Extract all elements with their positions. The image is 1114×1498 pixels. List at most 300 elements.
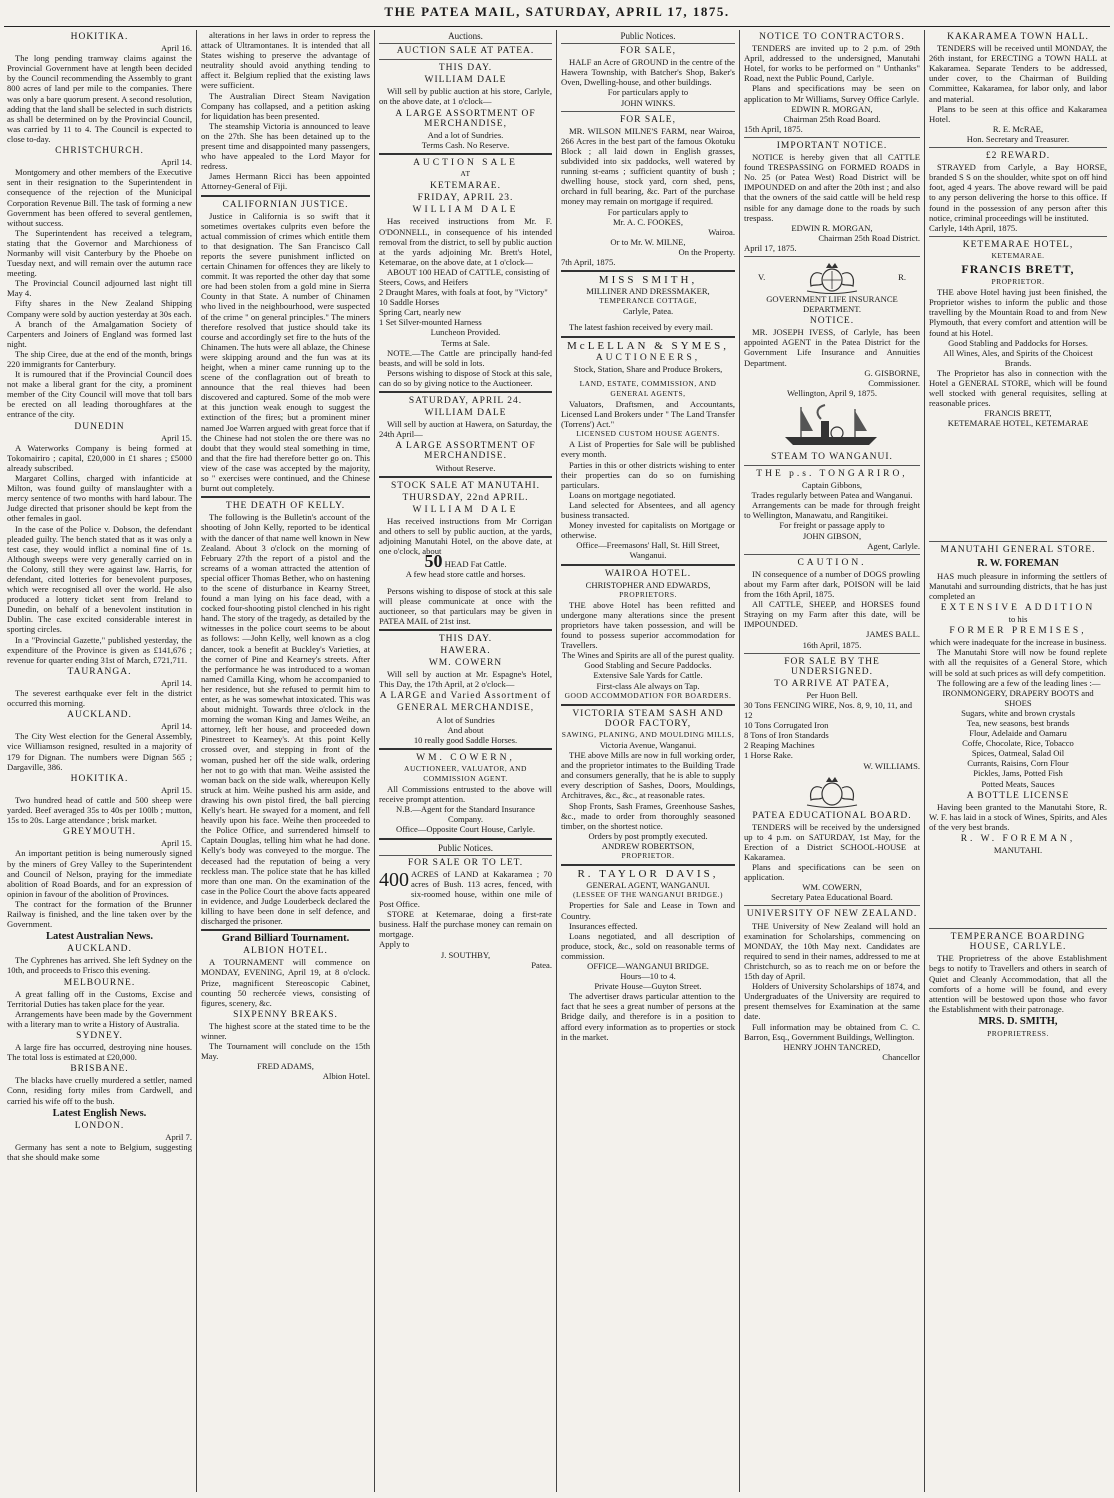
ad-text: Will sell by auction at Mr. Espagne's Hotel, This Day, the 17th April, at 2 o'clock— — [379, 669, 552, 690]
news-paragraph: The Australian Direct Steam Navigation Company has collapsed, and a petition asking for liquidation has been presented. — [201, 90, 370, 121]
news-paragraph: The blacks have cruelly murdered a settler, named Conn, residing forty miles from Cardwell, and carried his wife off to the bush. — [7, 1075, 192, 1106]
ad-text: Good Stabling and Paddocks for Horses. — [948, 337, 1088, 348]
ad-item: Sugars, white and brown crystals — [961, 707, 1075, 718]
ad-signature: Mr. A. C. FOOKES, — [613, 216, 683, 227]
ad-signature: FRANCIS BRETT, — [984, 408, 1052, 419]
divider — [561, 270, 735, 272]
ad-text: THE above Hotel having just been finished, the Proprietor wishes to inform the public and those travelling by the Mountain Road to and from New Plymouth, that every comfort and attention will be found at his Hotel. — [929, 287, 1107, 338]
ad-text: Full information may be obtained from C. C. Barron, Esq., Government Buildings, Wellington. — [744, 1021, 920, 1042]
ad-text: HALF an Acre of GROUND in the centre of the Hawera Township, with Batcher's Shop, Baker's Oven, Dwelling-house, and other buildings. — [561, 57, 735, 88]
news-paragraph: alterations in her laws in order to repress the attack of Ultramontanes. It is intended that all States wishing to preserve the advantage of neutrality should avoid anything tending to affect it. Belgium replied that the existing laws were sufficient. — [201, 30, 370, 91]
ad-item: Spices, Oatmeal, Salad Oil — [971, 748, 1065, 759]
proprietor-name: MRS. D. SMITH, — [978, 1015, 1058, 1027]
divider — [744, 554, 920, 555]
ad-signature: R. E. McRAE, — [992, 123, 1044, 134]
ad-item: Pickles, Jams, Potted Fish — [973, 768, 1063, 779]
ad-item: Flour, Adelaide and Oamaru — [969, 728, 1067, 739]
news-paragraph: Justice in California is so swift that it sometimes overtakes culprits even before the actual commission of crimes which entitle them to that designation. The San Francisco Call reports the severe punishment inflicted on certain Chinamen for offences they are likely to commit. It was reported the other day that some ore had been stolen from a gold mine in Sierra County in that State. A number of Chinamen who lived in the neighbourhood, were suspected of the crime " on general principles." The miners therefore resolved that justice should take its course and accordingly set fire to the huts of the Chinamen. The huts were all ablaze, the Chinese were skipping around and the fun was at its height, when a miner came running up to the scene of the conflagration out of breath to announce that the real thieves had been discovered and captured. Some of the mob were at this junction weak enough to suggest the extinction of the fires; but a prominent miner named Joe Warren argued with great force that if the Chinese had not stolen the ore there was no doubt that they would steal something in time, and that the fire had therefore better go on. This view of the case was accepted by the majority, so " exercises were continued, and the Chinese burnt out completely. — [201, 210, 370, 494]
ad-subheading: TO ARRIVE AT PATEA, — [774, 678, 890, 689]
ad-item: Tea, new seasons, best brands — [966, 717, 1070, 728]
divider — [561, 336, 735, 338]
divider — [379, 838, 552, 840]
ad-heading: MANUTAHI GENERAL STORE. — [940, 545, 1096, 556]
ad-item: And about — [447, 724, 484, 735]
news-paragraph: Fifty shares in the New Zealand Shipping Company were sold by auction yesterday at 30s each. — [7, 298, 192, 319]
ad-text: MR. WILSON MILNE'S FARM, near Wairoa, 266 Acres in the best part of the famous Okotuku Block ; all laid down in English grasses, subdivided into six paddocks, well watered by running st-eams ; sufficient quantity of bush ; dwelling house, stock yard, corn shed, pens, orchard in full bearing, &c. Part of the purchase money may remain on mortgage if required. — [561, 125, 735, 207]
ad-text: Has received instructions from Mr Corrigan and others to sell by public auction, at the yards, adjoining Manutahi Hotel, on the above date, at one o'clock, about — [379, 515, 552, 557]
column-public-notices — [558, 30, 738, 1492]
ad-signature: G. GISBORNE, — [864, 367, 920, 378]
column-divider — [924, 30, 925, 1492]
ad-text: The highest score at the stated time to be the winner. — [201, 1020, 370, 1041]
ad-item: IRONMONGERY, DRAPERY BOOTS and SHOES — [942, 687, 1094, 708]
ad-text: OFFICE—WANGANUI BRIDGE. — [587, 960, 709, 971]
section-label: Auctions. — [379, 31, 552, 44]
ad-text: Hours—10 to 4. — [620, 971, 676, 982]
ad-subheading: FRIDAY, APRIL 23. — [417, 193, 514, 204]
business-name: VICTORIA STEAM SASH AND DOOR FACTORY, — [572, 708, 724, 729]
auctioneer-name: WILLIAM DALE — [424, 75, 507, 86]
ad-date: April 17, 1875. — [744, 242, 797, 253]
ad-terms: Without Reserve. — [435, 462, 496, 473]
ad-signature-place: Chairman 25th Road Board. — [783, 113, 881, 124]
ad-signature-place: Chancellor — [882, 1051, 920, 1062]
ad-subheading: PROPRIETORS. — [619, 589, 677, 599]
ad-date: 15th April, 1875. — [744, 123, 803, 134]
business-name: WAIROA HOTEL. — [604, 568, 692, 579]
ad-text: Insurances effected. — [569, 920, 638, 931]
dateline-heading: HOKITIKA. — [70, 32, 129, 42]
ad-date: 16th April, 1875. — [802, 639, 862, 650]
column-notices — [741, 30, 923, 1492]
ad-text: Carlyle, Patea. — [622, 306, 674, 317]
divider — [744, 256, 920, 257]
ad-item: 8 Tons of Iron Standards — [744, 730, 829, 741]
news-paragraph: The Superintendent has received a telegram, stating that the Governor and Marchioness of Normanby will visit Canterbury by the Phoebe on Tuesday next, and will remain over the autumn race meeting. — [7, 227, 192, 279]
ad-item: GENERAL MERCHANDISE, — [396, 703, 535, 714]
dateline-heading: HOKITIKA. — [70, 773, 129, 784]
agent-name: WM. COWERN, — [416, 752, 515, 763]
ad-text: Loans negotiated, and all description of produce, stock, &c., sold on reasonable terms of commission. — [561, 930, 735, 961]
ad-text: TENDERS will be received until MONDAY, the 26th instant, for ERECTING a TOWN HALL at Kakaramea. Separate Tenders to be addressed, under cover, to the Chairman of Building Committee, Kakaramea, for labor only, and labor and material. — [929, 43, 1107, 104]
royal-coat-of-arms-icon — [797, 260, 867, 294]
ad-signature-place: Agent, Carlyle. — [867, 540, 920, 551]
ad-signature-place: Albion Hotel. — [322, 1071, 370, 1082]
divider — [201, 496, 370, 498]
ad-item: A lot of Sundries — [436, 714, 495, 725]
divider — [201, 929, 370, 931]
ad-text: Shop Fronts, Sash Frames, Greenhouse Sashes, &c., made to order from thoroughly seasoned timber, on the shortest notice. — [561, 800, 735, 831]
dateline-date: April 14. — [160, 157, 192, 168]
ad-text: IN consequence of a number of DOGS prowling about my Farm after dark, POISON will be laid from the 16th April, 1875. — [744, 568, 920, 600]
ad-item: 2 Draught Mares, with foals at foot, by "Victory" — [379, 287, 548, 298]
ad-subheading: MILLINER AND DRESSMAKER, — [586, 286, 710, 297]
ad-heading: FOR SALE, — [620, 46, 676, 57]
ad-heading: KAKARAMEA TOWN HALL. — [947, 32, 1089, 42]
ad-signature: Or to Mr. W. MILNE, — [610, 236, 686, 247]
ad-item: HEAD Fat Cattle. — [444, 559, 507, 570]
ad-text: Plans and specifications can be seen on application. — [744, 862, 920, 883]
ad-item: 2 Reaping Machines — [744, 740, 815, 751]
ad-text: The Manutahi Store will now be found replete with all the requisites of a General Store, which will be sold at such prices as will defy competition. — [929, 647, 1107, 678]
divider — [929, 541, 1107, 542]
news-paragraph: The steamship Victoria is announced to leave on the 27th. She has been detained up to the present time and disappointed many passengers, who have appealed to the Lord Mayor for redress. — [201, 120, 370, 172]
ad-text: The Tournament will conclude on the 15th May. — [201, 1041, 370, 1062]
ad-heading: IMPORTANT NOTICE. — [776, 140, 888, 151]
ad-text: GOOD ACCOMMODATION FOR BOARDERS. — [564, 690, 732, 700]
ad-subheading: ALBION HOTEL. — [243, 946, 328, 957]
divider — [561, 704, 735, 706]
news-paragraph: In a "Provincial Gazette," published yesterday, the expenditure of the Province is given as £141,676 ; revenue for quarter ending 31st of March, £721,711. — [7, 634, 192, 665]
news-paragraph: James Hermann Ricci has been appointed Attorney-General of Fiji. — [201, 171, 370, 192]
ad-text: Luncheon Provided. — [430, 327, 501, 338]
ad-text: N.B.—Agent for the Standard Insurance Company. — [396, 804, 535, 825]
news-paragraph: Two hundred head of cattle and 500 sheep were yarded. Beef averaged 35s to 40s per 100lb ; mutton, 15s to 20s. Large attendance ; brisk market. — [7, 794, 192, 826]
ad-date: Carlyle, 14th April, 1875. — [929, 222, 1018, 233]
ad-text: AT — [460, 169, 471, 179]
news-paragraph: The ship Ciree, due at the end of the month, brings 220 immigrants for Canterbury. — [7, 348, 192, 369]
article-heading: THE DEATH OF KELLY. — [225, 501, 346, 512]
ad-heading: KETEMARAE. — [430, 181, 501, 192]
news-paragraph: The following is the Bulletin's account of the shooting of John Kelly, reported to be identical with the dancer of that name well known in New Zealand. About 3 o'clock on the morning of February 27th the report of a pistol and the screams of a woman attracted the attention of special officer Thomas Bether, who on hastening to the scene of disturbance in Kearny Street, found a man lying on his face dead, with a cocked four-shooting pistol clenched in his right hand. The story of the tragedy, as detailed by the witnesses in the police court seems to be about as follows: —John Kelly, well known as a clog dancer, took a benefit at Buckley's Varieties, at the corner of Pine and Kearney's streets. After the performance he was introduced to a woman named Camilla King, whom he accompanied to her residence, but she refused to permit him to enter, as he was somewhat intoxicated. This was about midnight. Towards three o'clock in the morning the woman King and James Weihe, an attorney, left her house, and proceeded down Pinestreet to Kearney's. At this point Kelly crossed over, and stepping in front of the woman, pushed her off the side walk, ordering her not to go with that man. Weihe assisted the woman back on the side walk, whereupon Kelly struck at him. Weihe pushed his arm aside, and drawing his own pistol fired, the ball piercing Kelly's heart. He swayed for a moment, and fell heavily upon his face. Weihe then proceeded to the Police Office, and surrendered himself to Captain Douglas, telling him what he had done. Kelly's body was conveyed to the morgue. The deceased had the reputation of being a very reckless man. The police state that he has killed more than one man. On the examination of the case in the Police Court the above facts appeared in evidence, and Judge Louderbeck declared the killing to have been done in self defence, and discharged the prisoner. — [201, 512, 370, 927]
dateline-heading: AUCKLAND. — [67, 710, 132, 721]
ad-text: STRAYED from Carlyle, a Bay HORSE, branded S S on the shoulder, white spot on off hind foot, aged 4 years. The above reward will be paid to any person delivering the horse to this office. If found in the possession of any person after this notice, criminal proceedings will be instituted. — [929, 162, 1107, 223]
ad-signature-place: Wairoa. — [708, 226, 735, 237]
news-paragraph: The long pending tramway claims against the Provincial Government have at length been decided by the Council recommending the Assembly to grant 800 acres of land per mile to the companies. There was only a bare quorum present. A second resolution, adding that the land shall be selected in such districts as shall be determined on by the Provincial Council, was carried by 11 to 4. The Council is expected to close to-day. — [7, 53, 192, 144]
ad-text: Parties in this or other districts wishing to enter their properties can do so on furnishing particulars. — [561, 459, 735, 490]
news-paragraph: An important petition is being numerously signed by the miners of Grey Valley to the Superintendent and Council of Nelson, praying for the immediate abolition of Road Boards, and for an expression of opinion in favour of the abolition of Provinces. — [7, 848, 192, 899]
ad-subheading: SIXPENNY BREAKS. — [233, 1009, 338, 1020]
ad-item: 10 Tons Corrugated Iron — [744, 720, 829, 731]
business-name: KETEMARAE HOTEL, — [962, 239, 1074, 250]
ad-text: MR. JOSEPH IVESS, of Carlyle, has been appointed AGENT in the Patea District for the Government Life Insurance and Annuities Department. — [744, 327, 920, 368]
ad-item: 10 Saddle Horses — [379, 297, 440, 308]
ad-subheading: (LESSEE OF THE WANGANUI BRIDGE.) — [572, 890, 724, 900]
ad-text: Captain Gibbons, — [801, 480, 863, 491]
news-paragraph: The Cyphrenes has arrived. She left Sydney on the 10th, and proceeds to Frisco this evening. — [7, 955, 192, 976]
column-auctions — [376, 30, 555, 1492]
ad-heading: STOCK SALE AT MANUTAHI. — [390, 480, 541, 491]
ad-subheading: NOTICE. — [809, 316, 855, 327]
news-paragraph: The contract for the formation of the Brunner Railway is finished, and the line taken over by the Government. — [7, 898, 192, 930]
ad-signature: JAMES BALL. — [866, 629, 920, 640]
ad-text: Victoria Avenue, Wanganui. — [599, 740, 697, 750]
dateline-date: April 14. — [160, 721, 192, 732]
ad-signature: JOHN GIBSON, — [802, 530, 862, 541]
divider — [929, 236, 1107, 237]
divider — [744, 653, 920, 654]
dateline-heading: BRISBANE. — [70, 1064, 129, 1075]
ad-heading: AUCTION SALE — [413, 157, 518, 168]
dateline-heading: CHRISTCHURCH. — [55, 146, 144, 157]
ad-text: Having been granted to the Manutahi Store, R. W. F. has laid in a stock of Wines, Spirits, and Ales of the very best brands. — [929, 801, 1107, 832]
ad-text: Will sell by auction at Hawera, on Saturday, the 24th April— — [379, 419, 552, 440]
ad-text: Apply to — [379, 939, 410, 950]
ad-signature: R. W. FOREMAN, — [960, 834, 1076, 844]
ad-signature: J. SOUTHBY, — [440, 949, 491, 960]
dateline-heading: SYDNEY. — [76, 1031, 123, 1041]
ad-text: Trades regularly between Patea and Wanganui. — [751, 490, 913, 501]
ad-signature-place: Secretary Patea Educational Board. — [771, 892, 893, 903]
ad-item: Steers, Cows, and Heifers — [379, 276, 469, 287]
divider — [929, 147, 1107, 148]
proprietor-name: FRANCIS BRETT, — [961, 261, 1075, 276]
divider — [379, 748, 552, 750]
ad-signature-place: Hon. Secretary and Treasurer. — [966, 133, 1070, 144]
ad-subheading: PROPRIETOR. — [991, 277, 1045, 287]
ad-subheading: THIS DAY. — [438, 633, 493, 644]
ad-text: A TOURNAMENT will commence on MONDAY, EVENING, April 19, at 8 o'clock. Prize, magnificent Stereoscopic Cabinet, counting 50 rechercée views, consisting of figures, scenery, &c. — [201, 957, 370, 1008]
ad-item: 30 Tons FENCING WIRE, Nos. 8, 9, 10, 11, and 12 — [744, 699, 913, 721]
ad-heading: FOR SALE, — [620, 114, 676, 125]
divider — [379, 153, 552, 155]
ad-heading: AUCTION SALE AT PATEA. — [396, 46, 535, 57]
column-divider — [739, 30, 740, 1492]
royal-cipher-letter: V. — [758, 271, 766, 282]
ad-text: Holders of University Scholarships of 1874, and Undergraduates of the University are required to present themselves for Examination at the same date. — [744, 981, 920, 1022]
ad-subheading: A BOTTLE LICENSE — [966, 790, 1070, 801]
acreage-number: 400 — [379, 868, 409, 891]
news-paragraph: A great falling off in the Customs, Excise and Territorial Duties has taken place for the year. — [7, 988, 192, 1009]
ad-item: 1 Horse Rake. — [744, 750, 793, 761]
divider — [744, 137, 920, 138]
divider — [379, 476, 552, 478]
ad-heading: HAWERA. — [440, 645, 491, 656]
ad-text: The following are a few of the leading lines :— — [937, 677, 1101, 688]
ad-text: Plans to be seen at this office and Kakaramea Hotel. — [929, 103, 1107, 124]
ad-text: All Commissions entrusted to the above will receive prompt attention. — [379, 784, 552, 805]
ad-signature: WM. COWERN, — [802, 882, 862, 893]
ad-item: 1 Set Silver-mounted Harness — [379, 317, 482, 328]
dateline-date: April 14. — [160, 677, 192, 688]
divider — [379, 391, 552, 393]
dateline-date: April 15. — [160, 432, 192, 443]
ad-text: Orders by post promptly executed. — [588, 830, 708, 841]
news-paragraph: Germany has sent a note to Belgium, suggesting that she should make some — [7, 1141, 192, 1163]
ad-subheading: GENERAL AGENT, WANGANUI. — [586, 880, 710, 891]
ad-subheading: SAWING, PLANING, AND MOULDING MILLS, — [561, 729, 735, 739]
dateline-date: April 16. — [160, 43, 192, 54]
divider — [561, 864, 735, 866]
ad-text: THE Proprietress of the above Establishment begs to notify to Travellers and others in search of Quiet and Cleanly Accommodation, that all the comforts of a home will be found, and every attention will be bestowed upon those who favor the Establishment with their patronage. — [929, 953, 1107, 1014]
ad-terms: Terms Cash. No Reserve. — [421, 139, 510, 150]
steamship-icon — [777, 401, 887, 449]
divider — [379, 59, 552, 60]
column-divider — [196, 30, 197, 1492]
column-divider — [556, 30, 557, 1492]
ad-signature-place: Chairman 25th Road District. — [818, 232, 920, 243]
ad-text: Stock, Station, Share and Produce Brokers, — [573, 363, 723, 374]
ad-text: Valuators, Draftsmen, and Accountants, Licensed Land Brokers under " The Land Transfer (Torrens') Act." — [561, 399, 735, 430]
ad-signature: ANDREW ROBERTSON, — [601, 840, 695, 851]
ad-text: The Wines and Spirits are all of the purest quality. — [561, 650, 735, 661]
section-heading: Latest Australian News. — [45, 931, 154, 943]
ad-heading: Grand Billiard Tournament. — [221, 933, 350, 945]
masthead: THE PATEA MAIL, SATURDAY, APRIL 17, 1875. — [384, 4, 730, 19]
ad-item: Potted Meats, Sauces — [981, 778, 1055, 789]
article-heading: CALIFORNIAN JUSTICE. — [222, 199, 349, 210]
divider — [561, 564, 735, 566]
ad-text: A List of Properties for Sale will be published every month. — [561, 439, 735, 460]
ad-subheading: TEMPERANCE COTTAGE, — [599, 296, 697, 306]
ad-text: NOTICE is hereby given that all CATTLE found TRESPASSING on FORMED ROADS in No. 25 (or Patea West) Road District will be IMPOUNDED on and after the 20th inst ; and also that the owners of the said cattle will be held resp nsible for any damage done to the roads by such trespass. — [744, 152, 920, 223]
ad-text: Land selected for Absentees, and all agency business transacted. — [561, 499, 735, 521]
proprietor-name: R. W. FOREMAN — [977, 557, 1059, 569]
news-paragraph: A branch of the Amalgamation Society of Carpenters and Joiners of England was formed last night. — [7, 318, 192, 349]
ad-item: ABOUT 100 HEAD of CATTLE, consisting of — [387, 266, 550, 277]
ad-item: A LARGE ASSORTMENT OF MERCHANDISE, — [395, 108, 536, 129]
dateline-date: April 15. — [160, 784, 192, 795]
ad-text: And a lot of Sundries. — [427, 129, 504, 140]
dateline-date: April 15. — [160, 838, 192, 849]
section-label: Public Notices. — [561, 31, 735, 44]
dateline-heading: MELBOURNE. — [63, 977, 136, 988]
column-telegrams — [4, 30, 195, 1492]
ad-text: For particulars apply to — [607, 87, 689, 98]
ad-text: NOTE.—The Cattle are principally hand-fed beasts, and will be sold in lots. — [379, 347, 552, 368]
ad-text: THE above Mills are now in full working order, and the proprietor intimates to the Building Trade and consumers generally, that he is able to supply every description of Sashes, Doors, Mouldings, Architraves, &c., &c., at reasonable rates. — [561, 750, 735, 801]
ad-text: Loans on mortgage negotiated. — [569, 489, 676, 500]
ad-text: which were inadequate for the increase in business. — [929, 637, 1107, 648]
ad-subheading: THIS DAY. — [438, 63, 493, 74]
ad-text: ACRES of LAND at Kakaramea ; 70 acres of Bush. 113 acres, fenced, with six-roomed house, within one mile of Post Office. — [379, 868, 552, 910]
ad-item: Spring Cart, nearly new — [379, 307, 462, 318]
dateline-heading: AUCKLAND. — [67, 944, 132, 955]
ad-text: For particulars apply to — [607, 206, 689, 217]
ad-text: A few head store cattle and horses. — [405, 569, 526, 580]
ad-subheading: SATURDAY, APRIL 24. — [408, 396, 523, 406]
ad-signature-place: PROPRIETOR. — [621, 851, 675, 861]
ad-subheading: FORMER PREMISES, — [949, 626, 1087, 637]
ad-subheading: Per Huon Bell. — [806, 689, 858, 700]
ad-signature: JOHN WINKS. — [620, 97, 676, 108]
ad-text: All CATTLE, SHEEP, and HORSES found Straying on my Farm after this date, will be IMPOUNDED. — [744, 599, 920, 630]
cattle-count: 50 — [424, 551, 443, 572]
ad-text: Has received instructions from Mr. F. O'DONNELL, in consequence of his intended removal from the district, to sell by public auction at the yards adjoining Mr. Brett's Hotel, Ketemarae, on the above date, at 1 o'clock— — [379, 216, 552, 267]
ad-subheading: PROPRIETRESS. — [987, 1029, 1049, 1039]
ad-heading: NOTICE TO CONTRACTORS. — [759, 32, 905, 42]
ad-text: STORE at Ketemarae, doing a first-rate business. Half the purchase money can remain on mortgage. — [379, 909, 552, 940]
dateline-heading: LONDON. — [74, 1120, 125, 1131]
ad-heading: STEAM TO WANGANUI. — [771, 451, 893, 462]
divider — [744, 465, 920, 466]
ad-item: Currants, Raisins, Corn Flour — [967, 758, 1069, 769]
ad-signature-place: Commissioner. — [868, 377, 920, 388]
business-name: MISS SMITH, — [598, 274, 698, 287]
ad-heading: FOR SALE OR TO LET. — [407, 857, 524, 868]
section-label: Public Notices. — [379, 843, 552, 856]
royal-cipher-letter: R. — [898, 271, 906, 282]
ad-subheading: LAND, ESTATE, COMMISSION, AND GENERAL AGENTS, — [579, 378, 717, 398]
auctioneer-name: WM. COWERN — [428, 658, 503, 669]
ad-text: Office—Freemasons' Hall, St. Hill Street, Wanganui. — [576, 540, 720, 561]
business-name: R. TAYLOR DAVIS, — [577, 868, 719, 881]
ad-signature: HENRY JOHN TANCRED, — [783, 1041, 881, 1052]
ad-subheading: KETEMARAE. — [991, 250, 1045, 260]
ad-signature: W. WILLIAMS. — [863, 760, 920, 771]
dateline-heading: TAURANGA. — [67, 666, 132, 677]
ad-signature: FRED ADAMS, — [257, 1061, 314, 1072]
ad-heading: UNIVERSITY OF NEW ZEALAND. — [746, 909, 918, 920]
ad-text: HAS much pleasure in informing the settlers of Manutahi and surrounding districts, that he has just completed an — [929, 570, 1107, 601]
news-paragraph: The Provincial Council adjourned last night till May 4. — [7, 278, 192, 299]
ad-text: Office—Opposite Court House, Carlyle. — [396, 824, 535, 835]
auctioneer-name: WILLIAM DALE — [424, 408, 507, 419]
ad-item: Coffe, Chocolate, Rice, Tobacco — [962, 738, 1074, 749]
ad-text: to his — [1008, 614, 1028, 625]
ad-text: THE University of New Zealand will hold an examination for Scholarships, commencing on MONDAY, the 10th May next. Candidates are required to send in their names, addressed to me at Christchurch, so as to reach me on or before the 15th day of April. — [744, 920, 920, 982]
ad-heading: PATEA EDUCATIONAL BOARD. — [752, 810, 912, 821]
auctioneer-name: WILLIAM DALE — [412, 504, 519, 515]
ad-subheading: LICENSED CUSTOM HOUSE AGENTS. — [576, 429, 720, 439]
column-divider — [374, 30, 375, 1492]
ad-heading: GOVERNMENT LIFE INSURANCE DEPARTMENT. — [766, 293, 898, 315]
divider — [379, 629, 552, 631]
dateline-heading: GREYMOUTH. — [62, 827, 137, 838]
ad-text: Plans and specifications may be seen on application to Mr Williams, Survey Office Carlyle. — [744, 83, 920, 104]
ad-subheading: EXTENSIVE ADDITION — [940, 602, 1096, 613]
news-paragraph: The City West election for the General Assembly, vice Williamson resigned, resulted in a majority of 179 for Dignan. The numbers were Dignan 565 ; Dargaville, 386. — [7, 731, 192, 772]
ad-text: All Wines, Ales, and Spirits of the Choicest Brands. — [943, 347, 1093, 368]
ad-text: Private House—Guyton Street. — [594, 981, 702, 992]
ad-subheading: AUCTIONEERS, — [595, 352, 701, 363]
ad-signature-place: MANUTAHI. — [993, 845, 1043, 856]
ad-heading: £2 REWARD. — [985, 151, 1051, 162]
section-heading: Latest English News. — [52, 1107, 147, 1119]
ad-text: The Proprietor has also in connection with the Hotel a GENERAL STORE, which will be found well stocked with general requisites, selling at reasonable prices. — [929, 367, 1107, 409]
ad-item: A LARGE ASSORTMENT OF MERCHANDISE. — [395, 441, 536, 462]
ad-text: The advertiser draws particular attention to the fact that he sees a great number of persons at the Bridge daily, and therefore is in a position to afford every information as to properties or stock in the market. — [561, 991, 735, 1042]
ad-text: TENDERS are invited up to 2 p.m. of 29th April, addressed to the undersigned, Manutahi Hotel, for works to be performed on " Unthanks" Road, next the Public Pound, Carlyle. — [744, 43, 920, 84]
ad-text: Arrangements can be made for through freight to Wellington, Manawatu, and Rangitikei. — [744, 500, 920, 521]
business-name: McLELLAN & SYMES, — [567, 339, 729, 352]
ad-subheading: CHRISTOPHER AND EDWARDS, — [585, 579, 711, 590]
ad-signature-place: Patea. — [531, 959, 552, 970]
divider — [744, 905, 920, 906]
ad-text: Properties for Sale and Lease in Town and Country. — [561, 900, 735, 921]
column-hotels-stores — [926, 30, 1110, 1492]
divider — [201, 195, 370, 197]
news-paragraph: The severest earthquake ever felt in the district occurred this morning. — [7, 688, 192, 709]
ad-item: A LARGE and Varied Assortment of — [379, 691, 552, 702]
dateline-heading: DUNEDIN — [74, 421, 125, 432]
divider — [929, 928, 1107, 929]
dateline-date: April 7. — [165, 1131, 192, 1142]
news-paragraph: Montgomery and other members of the Executive sent in their resignation to the Superintendent in consequence of the rejection of the Municipal Corporation Revenue Bill. The task of forming a new Government has been offered to several gentlemen, without success. — [7, 167, 192, 228]
ad-date: 7th April, 1875. — [561, 256, 616, 267]
ad-heading: CAUTION. — [797, 557, 867, 568]
ad-subheading: AUCTIONEER, VALUATOR, AND COMMISSION AGENT. — [404, 763, 527, 783]
ad-text: First-class Ale always on Tap. — [596, 680, 700, 691]
news-paragraph: In the case of the Police v. Dobson, the defendant pleaded guilty. The bench stated that as it was only a test case, they would inflict a nominal fine of 1s. Although sweeps were very generally carried on in the Colony, still they were against law. Harris, for defendant, cited lotteries for benevolent purposes, which were recognised all over the world. He also produced a lottery ticket sent from Ireland to Dunedin, on behalf of a benevolent institution in Dublin. The case excited considerable interest in sporting circles. — [7, 523, 192, 635]
ship-name: THE p.s. TONGARIRO, — [756, 469, 908, 479]
column-articles — [198, 30, 373, 1492]
ad-text: Good Stabling and Secure Paddocks. — [584, 660, 712, 671]
ad-date: Wellington, April 9, 1875. — [786, 387, 877, 398]
ad-text: Persons wishing to dispose of stock at this sale will please communicate at once with the auctioneer, so that particulars may be given in PATEA MAIL of 21st inst. — [379, 585, 552, 626]
ad-signature: EDWIN R. MORGAN, — [791, 222, 873, 233]
ad-text: Will sell by public auction at his store, Carlyle, on the above date, at 1 o'clock— — [379, 86, 552, 107]
news-paragraph: A large fire has occurred, destroying nine houses. The total loss is estimated at £20,000. — [7, 1042, 192, 1063]
news-paragraph: Margaret Collins, charged with infanticide at Milton, was found guilty of manslaughter with a mercy sentence of two months with hard labour. The Judge directed that prisoner should be kept from the other females in gaol. — [7, 473, 192, 524]
auctioneer-name: WILLIAM DALE — [412, 205, 519, 216]
ad-text: Extensive Sale Yards for Cattle. — [593, 670, 703, 681]
ad-text: THE above Hotel has been refitted and undergone many alterations since the present proprietors have taken possession, and will be found to possess superior accommodation for Travellers. — [561, 599, 735, 651]
top-rule — [4, 26, 1110, 27]
ad-signature-place: On the Property. — [678, 246, 735, 257]
ad-heading: FOR SALE BY THE UNDERSIGNED. — [784, 656, 880, 677]
ad-heading: TEMPERANCE BOARDING HOUSE, CARLYLE. — [950, 932, 1086, 953]
